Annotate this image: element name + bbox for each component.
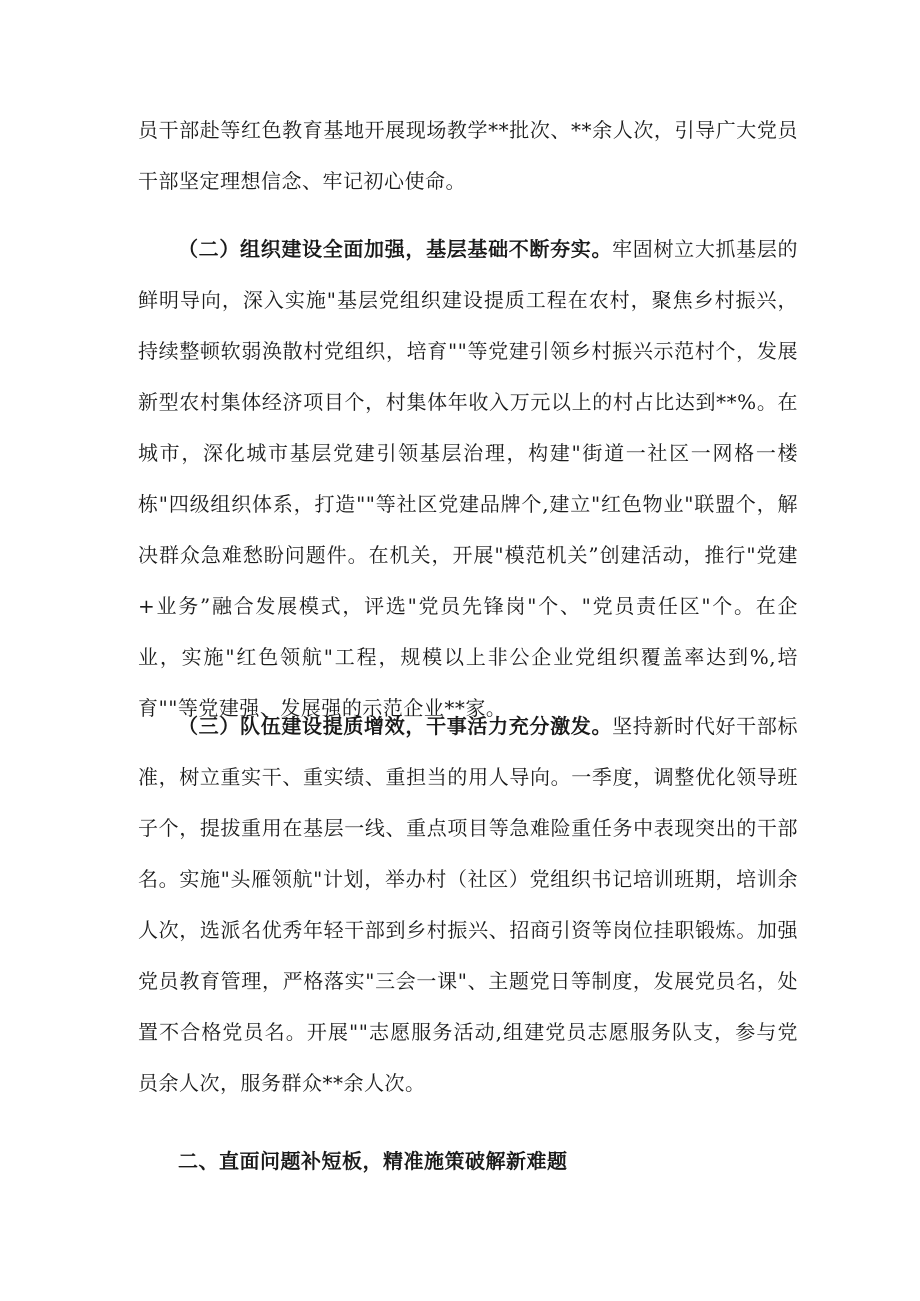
paragraph-text: 员干部赴等红色教育基地开展现场教学**批次、**余人次，引导广大党员干部坚定理想信念、牢记初心使命。 <box>138 118 798 193</box>
paragraph-continuation <box>138 105 798 207</box>
section-heading-text: 二、直面问题补短板，精准施策破解新难题 <box>178 1149 568 1173</box>
section-heading <box>138 1136 798 1187</box>
paragraph-text: 坚持新时代好干部标准，树立重实干、重实绩、重担当的用人导向。一季度，调整优化领导班子个，提拔重用在基层一线、重点项目等急难险重任务中表现突出的干部名。实施"头雁领航"计划，举办村（社区）党组织书记培训班期，培训余人次，选派名优秀年轻干部到乡村振兴、招商引资等岗位挂职锻炼。加强党员教育管理，严格落实"三会一课"、主题党日等制度，发展党员名，处置不合格党员名。开展""志愿服务活动,组建党员志愿服务队支，参与党员余人次，服务群众**余人次。 <box>138 714 799 1095</box>
paragraph-text: 牢固树立大抓基层的鲜明导向，深入实施"基层党组织建设提质工程在农村，聚焦乡村振兴，持续整顿软弱涣散村党组织，培育""等党建引领乡村振兴示范村个，发展新型农村集体经济项目个，村集体年收入万元以上的村占比达到**%。在城市，深化城市基层党建引领基层治理，构建"街道一社区一网格一楼栋"四级组织体系，打造""等社区党建品牌个,建立"红色物业"联盟个，解决群众急难愁盼问题件。在机关，开展"模范机关”创建活动，推行"党建+业务”融合发展模式，评选"党员先锋岗"个、"党员责任区"个。在企业，实施"红色领航"工程，规模以上非公企业党组织覆盖率达到%,培育""等党建强、发展强的示范企业**家。 <box>138 237 799 720</box>
paragraph-heading: （三）队伍建设提质增效，干事活力充分激发。 <box>178 714 613 738</box>
paragraph-organization-building <box>138 224 798 734</box>
paragraph-team-building <box>138 701 798 1109</box>
paragraph-heading: （二）组织建设全面加强，基层基础不断夯实。 <box>178 237 613 261</box>
